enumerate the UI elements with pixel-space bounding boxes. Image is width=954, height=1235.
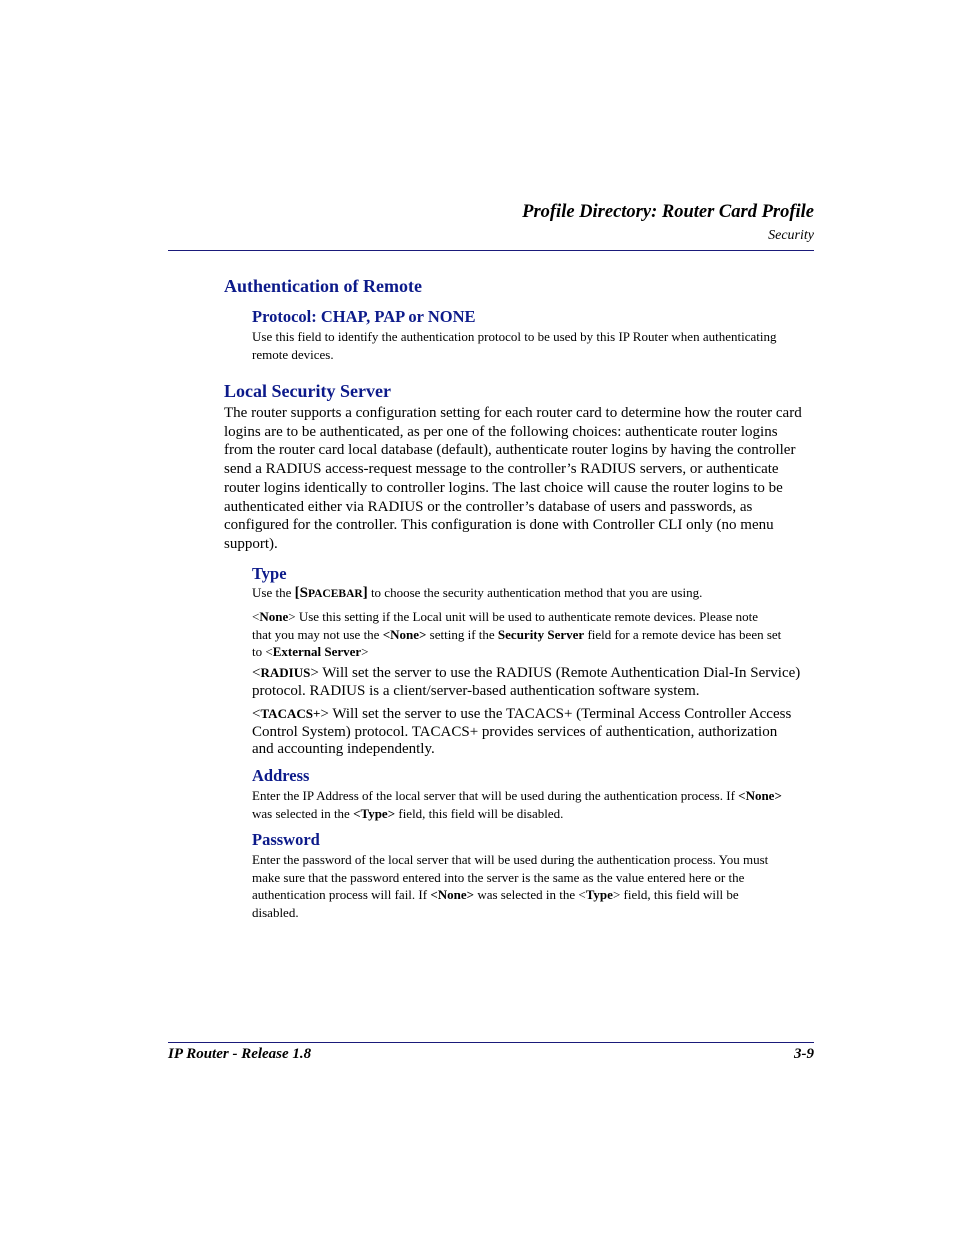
footer-page-number: 3-9 — [794, 1046, 814, 1062]
address-description: Enter the IP Address of the local server that will be used during the authentication process. If <None> was selected in the <Type> field, this field will be disabled. — [252, 788, 782, 821]
protocol-description: Use this field to identify the authentication protocol to be used by this IP Router when authenticating remote devices. — [252, 329, 777, 362]
type-option-none: <None> Use this setting if the Local unit will be used to authenticate remote devices. Please note that you may not use the <None> setting if the Security Server field for a remote device has been set to <External Server> — [252, 609, 782, 659]
spacebar-key: [SPACEBAR] — [294, 585, 368, 601]
header-rule — [168, 250, 814, 251]
type-option-radius: <RADIUS> Will set the server to use the RADIUS (Remote Authentication Dial-In Service) protocol. RADIUS is a client/server-based authentication software system. — [252, 665, 801, 699]
heading-authentication-of-remote: Authentication of Remote — [224, 276, 422, 296]
password-description: Enter the password of the local server that will be used during the authentication process. You must make sure that the password entered into the server is the same as the value entered here or the authentication process will fail. If <None> was selected in the <Type> field, this field will be disabled. — [252, 852, 769, 920]
heading-type: Type — [252, 564, 287, 583]
type-option-tacacs: <TACACS+> Will set the server to use the TACACS+ (Terminal Access Controller Access Control System) protocol. TACACS+ provides services of authentication, authorization and accounting independently. — [252, 706, 792, 757]
heading-address: Address — [252, 766, 310, 785]
heading-local-security-server: Local Security Server — [224, 381, 391, 401]
local-security-server-paragraph: The router supports a configuration setting for each router card to determine how the router card logins are to be authenticated, as per one of the following choices: authenticate router logins from the router card local database (default), authenticate router logins by having the controller send a RADIUS access-request message to the controller’s RADIUS servers, or authenticate router logins identically to controller logins. The last choice will cause the router logins to be authenticated either via RADIUS or the controller’s database of users and passwords, as configured for the controller. This configuration is done with Controller CLI only (no menu support). — [224, 405, 802, 552]
running-header-title: Profile Directory: Router Card Profile — [522, 202, 814, 222]
heading-protocol: Protocol: CHAP, PAP or NONE — [252, 307, 476, 326]
running-header-section: Security — [768, 228, 814, 243]
heading-password: Password — [252, 830, 320, 849]
footer-rule — [168, 1042, 814, 1043]
type-intro: Use the [SPACEBAR] to choose the security authentication method that you are using. — [252, 585, 703, 601]
footer-release: IP Router - Release 1.8 — [168, 1046, 312, 1062]
